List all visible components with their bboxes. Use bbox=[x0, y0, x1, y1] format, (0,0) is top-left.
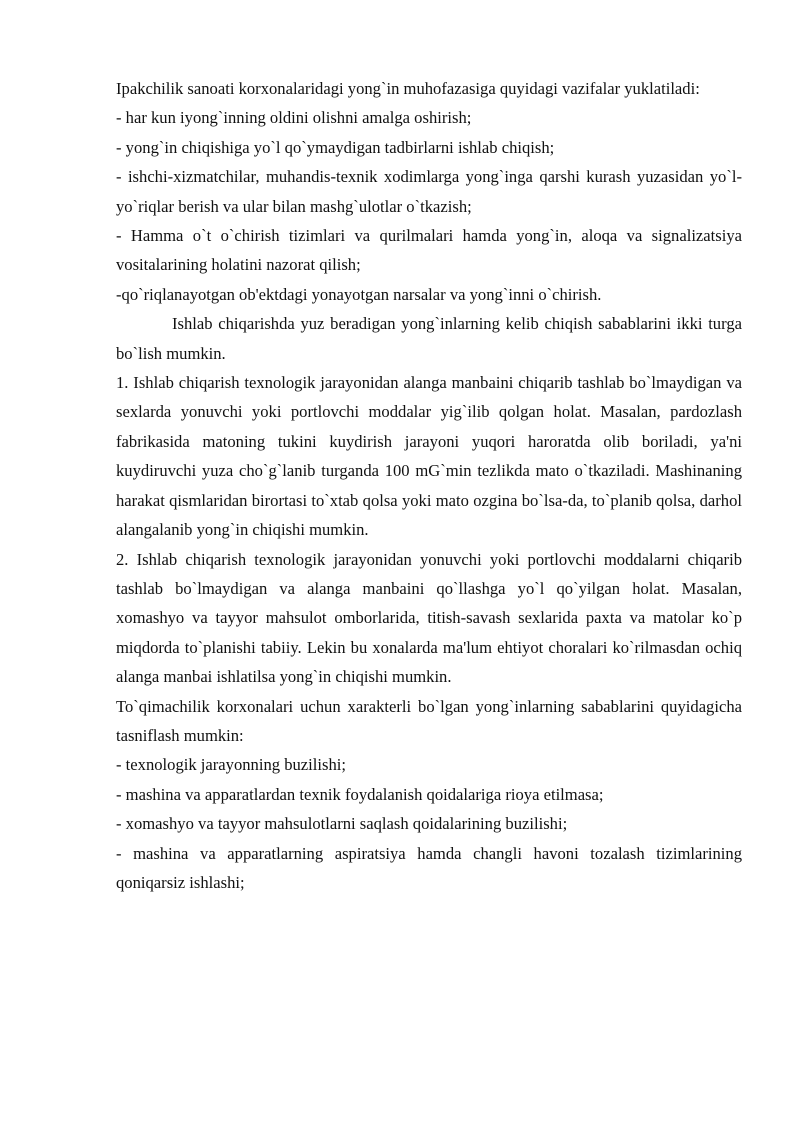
list-item-storage-rules: - xomashyo va tayyor mahsulotlarni saqlash qoidalarining buzilishi; bbox=[116, 814, 568, 834]
list-item-measures: - yong`in chiqishiga yo`l qo`ymaydigan tadbirlarni ishlab chiqish; bbox=[116, 137, 555, 157]
document-page bbox=[116, 74, 742, 897]
list-item-instructions: - ishchi-xizmatchilar, muhandis-texnik xodimlarga yong`inga qarshi kurash yuzasidan yo`l-yo`riqlar berish va ular bilan mashg`ulotlar o`tkazish; bbox=[116, 167, 742, 216]
paragraph-classification-intro: To`qimachilik korxonalari uchun xarakterli bo`lgan yong`inlarning sabablarini quyidagicha tasniflash mumkin: bbox=[116, 696, 742, 745]
list-item-operation-rules: - mashina va apparatlardan texnik foydalanish qoidalariga rioya etilmasa; bbox=[116, 784, 604, 804]
paragraph-cause-one: 1. Ishlab chiqarish texnologik jarayonidan alanga manbaini chiqarib tashlab bo`lmaydigan va sexlarda yonuvchi yoki portlovchi moddalar yig`ilib qolgan holat. Masalan, pardozlash fabrikasida matoning tukini kuydirish jarayoni yuqori haroratda olib boriladi, ya'ni kuydiruvchi yuza cho`g`lanib turganda 100 mG`min tezlikda mato o`tkaziladi. Mashinaning harakat qismlaridan birortasi to`xtab qolsa yoki mato ozgina bo`lsa-da, to`planib qolsa, darhol alangalanib yong`in chiqishi mumkin. bbox=[116, 373, 742, 540]
paragraph-intro: Ipakchilik sanoati korxonalaridagi yong`in muhofazasiga quyidagi vazifalar yuklatiladi: bbox=[116, 79, 700, 98]
list-item-extinguishing: -qo`riqlanayotgan ob'ektdagi yonayotgan narsalar va yong`inni o`chirish. bbox=[116, 284, 602, 304]
paragraph-causes-intro: Ishlab chiqarishda yuz beradigan yong`inlarning kelib chiqish sabablarini ikki turga bo`lish mumkin. bbox=[116, 314, 742, 363]
list-item-control-systems: - Hamma o`t o`chirish tizimlari va qurilmalari hamda yong`in, aloqa va signalizatsiya vositalarining holatini nazorat qilish; bbox=[116, 226, 742, 275]
paragraph-cause-two: 2. Ishlab chiqarish texnologik jarayonidan yonuvchi yoki portlovchi moddalarni chiqarib tashlab bo`lmaydigan va alanga manbaini qo`llashga yo`l qo`yilgan holat. Masalan, xomashyo va tayyor mahsulot omborlarida, titish-savash sexlarida paxta va matolar ko`p miqdorda to`planishi tabiiy. Lekin bu xonalarda ma'lum ehtiyot choralari ko`rilmasdan ochiq alanga manbai ishlatilsa yong`in chiqishi mumkin. bbox=[116, 549, 742, 687]
list-item-process-violation: - texnologik jarayonning buzilishi; bbox=[116, 755, 346, 775]
list-item-daily-prevention: - har kun iyong`inning oldini olishni amalga oshirish; bbox=[116, 108, 472, 128]
list-item-aspiration-systems: - mashina va apparatlarning aspiratsiya hamda changli havoni tozalash tizimlarining qoniqarsiz ishlashi; bbox=[116, 843, 742, 892]
